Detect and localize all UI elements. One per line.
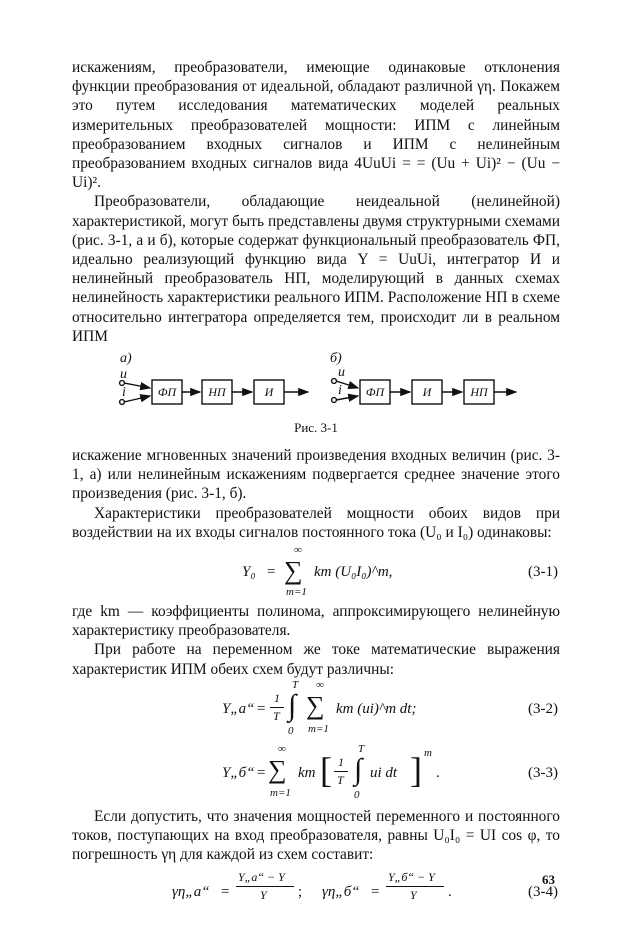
block-i-a: И <box>264 385 274 400</box>
eq2-number: (3-2) <box>528 700 558 717</box>
paragraph-4: Характеристики преобразователей мощности обоих видов при воздействии на их входы сигналов постоянного тока (U₀ и I₀) одинаковы: <box>72 504 560 541</box>
figure-caption: Рис. 3-1 <box>294 420 338 436</box>
input-u-b: u <box>338 365 345 381</box>
eq3-power: m <box>424 746 432 759</box>
eq3-int-bottom: 0 <box>354 788 360 801</box>
page-body <box>72 58 560 912</box>
eq2-sum-bottom: m=1 <box>308 722 329 735</box>
eq3-km: km <box>298 764 316 781</box>
eq2-frac-den: T <box>273 708 280 723</box>
eq1-rhs: km (U₀I₀)^m, <box>314 564 393 581</box>
eq2-frac-num: 1 <box>274 690 280 705</box>
block-diagram <box>72 350 560 446</box>
block-np-a: НП <box>208 385 226 400</box>
eq1-lhs: Y₀ <box>242 564 256 581</box>
eq2-int-top: T <box>292 678 299 691</box>
eq3-frac-den: T <box>337 772 344 787</box>
eq3-frac-num: 1 <box>338 754 344 769</box>
paragraph-6: При работе на переменном же токе математические выражения характеристик ИПМ обеих схем будут различны: <box>72 641 560 678</box>
block-np-b: НП <box>470 385 488 400</box>
eq4-num-b: Y„б“ − Y <box>388 870 435 885</box>
eq2-lhs: Y„а“ <box>222 700 255 717</box>
eq1-number: (3-1) <box>528 564 558 581</box>
paragraph-7: Если допустить, что значения мощностей переменного и постоянного токов, поступающих на вход преобразователя, равны U₀I₀ = UI cos φ, то погрешность γη для каждой из схем составит: <box>72 807 560 864</box>
eq4-number: (3-4) <box>528 884 558 901</box>
paragraph-5: где km — коэффициенты полинома, аппроксимирующего нелинейную характеристику преобразователя. <box>72 603 560 640</box>
eq2-int-bottom: 0 <box>288 724 294 737</box>
eq3-int-top: T <box>358 742 365 755</box>
equation-3-4: γη„а“ = Y„а“ − Y Y ; γη„б“ = Y„б“ − Y Y . (3-4) <box>172 870 558 903</box>
page-number: 63 <box>542 872 555 887</box>
block-fp-a: ФП <box>157 385 177 400</box>
equation-3-3: Y„б“ = ∞ ∑ m=1 km [ 1 T T ∫ 0 ui dt ] m . (3-3) <box>222 742 558 801</box>
eq3-number: (3-3) <box>528 764 558 781</box>
paragraph-1: искажениям, преобразователи, имеющие одинаковые отклонения функции преобразования от идеальной, обладают различной γη. Покажем это путем исследования математических моделей реальных измерительных преобразователей мощности: ИПМ с линейным преобразованием входных сигналов и ИПМ с нелинейным преобразованием входных сигналов вида 4UuUi = = (Uu + Ui)² − (Uu − Ui)². <box>72 59 560 192</box>
eq3-sum-bottom: m=1 <box>270 786 291 799</box>
input-u-a: u <box>120 367 127 383</box>
eq4-lhs-a: γη„а“ <box>172 884 210 901</box>
eq4-den-a: Y <box>260 888 267 903</box>
input-i-b: i <box>338 383 342 399</box>
block-fp-b: ФП <box>365 385 385 400</box>
eq3-sum-top: ∞ <box>278 742 286 755</box>
eq3-lhs: Y„б“ <box>222 764 255 781</box>
eq4-num-a: Y„а“ − Y <box>238 870 285 885</box>
eq4-den-b: Y <box>410 888 417 903</box>
eq1-sum-bottom: m=1 <box>286 586 307 599</box>
block-i-b: И <box>422 385 432 400</box>
figure-3-1 <box>72 350 560 446</box>
input-i-a: i <box>122 385 126 401</box>
paragraph-2: Преобразователи, обладающие неидеальной (нелинейной) характеристикой, могут быть представлены двумя структурными схемами (рис. 3-1, а и б), которые содержат функциональный преобразователь ФП, идеально реализующий функцию вида Y = UuUi, интегратор И и нелинейный преобразователь НП, моделирующий в данных схемах нелинейность характеристики реального ИПМ. Расположение НП в схеме относительно интегратора определяется тем, происходит ли в реальном ИПМ <box>72 193 560 345</box>
eq2-sum-top: ∞ <box>316 678 324 691</box>
equation-3-1: Y₀ = ∞ ∑ m=1 km (U₀I₀)^m, (3-1) <box>242 544 558 599</box>
eq4-lhs-b: γη„б“ <box>322 884 360 901</box>
label-a: а) <box>120 351 132 367</box>
paragraph-3: искажение мгновенных значений произведения входных величин (рис. 3-1, а) или нелинейным искажениям подвергается среднее значение этого произведения (рис. 3-1, б). <box>72 447 560 503</box>
eq2-rhs: km (ui)^m dt; <box>336 700 417 717</box>
eq1-sum-top: ∞ <box>294 544 302 557</box>
equation-3-2: Y„а“ = 1 T T ∫ 0 ∞ ∑ m=1 km (ui)^m dt; (3-2) <box>222 678 558 737</box>
label-b: б) <box>330 351 342 367</box>
eq3-integrand: ui dt <box>370 764 398 781</box>
